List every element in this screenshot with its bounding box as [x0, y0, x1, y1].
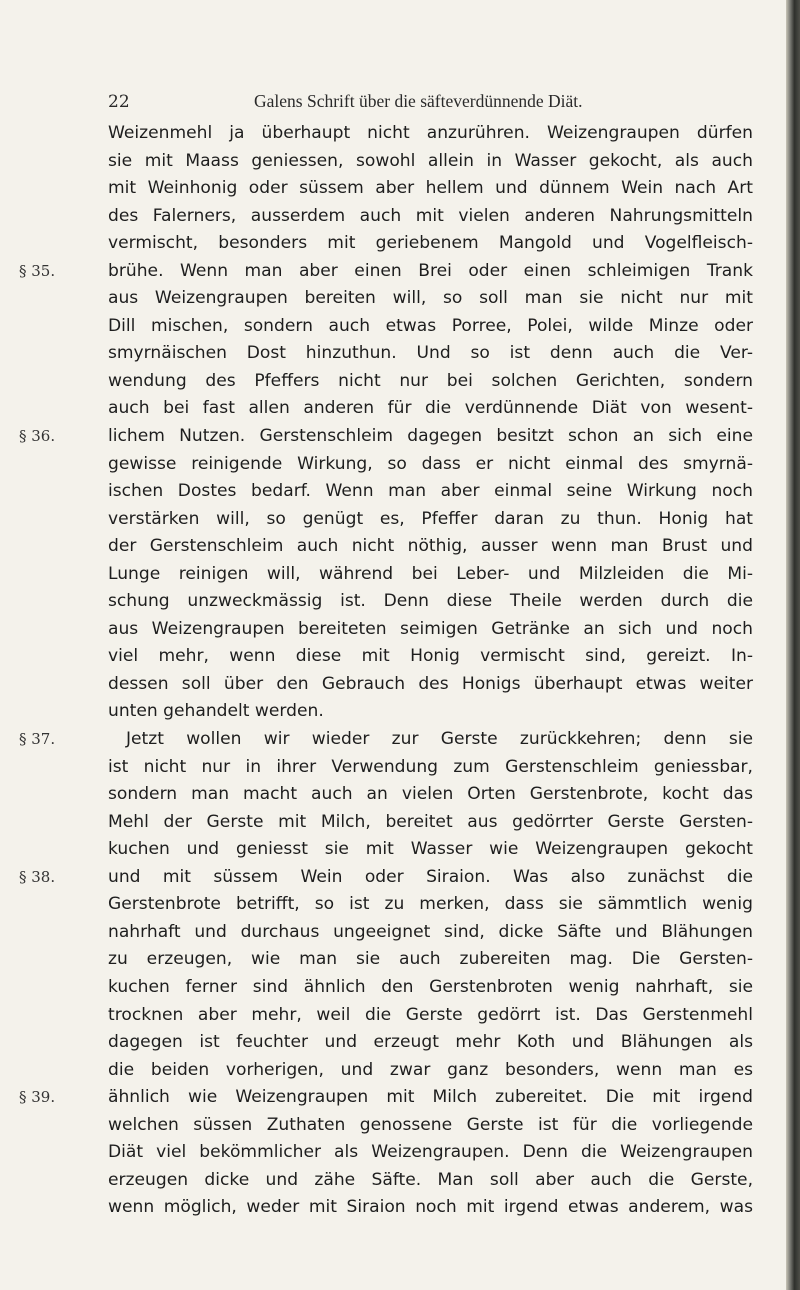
- text-line: [108, 148, 753, 176]
- line-text: der Gerstenschleim auch nicht nöthig, ausser wenn man Brust und: [108, 536, 753, 557]
- line-text: Jetzt wollen wir wieder zur Gerste zurückkehren; denn sie: [126, 729, 753, 750]
- text-line: [108, 643, 753, 671]
- text-line: [108, 809, 753, 837]
- line-text: welchen süssen Zuthaten genossene Gerste ist für die vorliegende: [108, 1114, 753, 1135]
- text-line: [19, 423, 753, 451]
- line-text: kuchen und geniesst sie mit Wasser wie Weizengraupen gekocht: [108, 839, 753, 860]
- text-line: [108, 313, 753, 341]
- text-line: [108, 478, 753, 506]
- line-text: viel mehr, wenn diese mit Honig vermischt sind, gereizt. In-: [108, 646, 753, 667]
- text-line: [108, 1167, 753, 1195]
- text-line: [19, 864, 753, 892]
- text-line: [108, 451, 753, 479]
- line-text: gewisse reinigende Wirkung, so dass er nicht einmal des smyrnä-: [108, 453, 753, 474]
- text-line: [108, 919, 753, 947]
- text-line: [108, 836, 753, 864]
- text-line: [108, 891, 753, 919]
- text-line: [19, 1084, 753, 1112]
- section-marker: § 38.: [19, 867, 56, 886]
- text-line: [108, 395, 753, 423]
- line-text: zu erzeugen, wie man sie auch zubereiten mag. Die Gersten-: [108, 949, 753, 970]
- text-line: [108, 1194, 753, 1222]
- line-text: des Falerners, ausserdem auch mit vielen anderen Nahrungsmitteln: [108, 205, 753, 226]
- section-marker: § 35.: [19, 261, 56, 280]
- text-line: [108, 203, 753, 231]
- line-text: mit Weinhonig oder süssem aber hellem und dünnem Wein nach Art: [108, 178, 753, 199]
- page-number: 22: [108, 92, 130, 112]
- running-title: Galens Schrift über die säfteverdünnende Diät.: [254, 91, 583, 111]
- text-line: [108, 230, 753, 258]
- text-line: [108, 561, 753, 589]
- text-line: [19, 726, 753, 754]
- line-text: Weizenmehl ja überhaupt nicht anzurühren. Weizengraupen dürfen: [108, 123, 753, 143]
- text-line: [108, 120, 753, 148]
- text-line: [108, 754, 753, 782]
- text-line: [108, 671, 753, 699]
- line-text: vermischt, besonders mit geriebenem Mangold und Vogelfleisch-: [108, 233, 753, 254]
- line-text: ist nicht nur in ihrer Verwendung zum Gerstenschleim geniessbar,: [108, 756, 753, 777]
- line-text: wendung des Pfeffers nicht nur bei solchen Gerichten, sondern: [108, 370, 753, 391]
- line-text: ischen Dostes bedarf. Wenn man aber einmal seine Wirkung noch: [108, 481, 753, 502]
- text-line: [108, 175, 753, 203]
- text-line: [108, 1057, 753, 1085]
- text-line: [108, 340, 753, 368]
- line-text: Lunge reinigen will, während bei Leber- und Milzleiden die Mi-: [108, 563, 753, 584]
- text-line: [108, 506, 753, 534]
- text-line: [108, 1029, 753, 1057]
- line-text: ähnlich wie Weizengraupen mit Milch zubereitet. Die mit irgend: [108, 1087, 753, 1108]
- section-marker: § 39.: [19, 1088, 56, 1107]
- line-text: erzeugen dicke und zähe Säfte. Man soll aber auch die Gerste,: [108, 1169, 753, 1190]
- line-text: Dill mischen, sondern auch etwas Porree, Polei, wilde Minze oder: [108, 315, 753, 336]
- line-text: verstärken will, so genügt es, Pfeffer daran zu thun. Honig hat: [108, 508, 753, 529]
- line-text: smyrnäischen Dost hinzuthun. Und so ist denn auch die Ver-: [108, 343, 753, 364]
- line-text: brühe. Wenn man aber einen Brei oder einen schleimigen Trank: [108, 260, 753, 281]
- line-text: lichem Nutzen. Gerstenschleim dagegen besitzt schon an sich eine: [108, 426, 753, 447]
- line-text: dagegen ist feuchter und erzeugt mehr Koth und Blähungen als: [108, 1032, 753, 1053]
- text-line: [108, 781, 753, 809]
- line-text: sondern man macht auch an vielen Orten Gerstenbrote, kocht das: [108, 784, 753, 805]
- body-text: [19, 120, 753, 1222]
- text-line: [108, 1112, 753, 1140]
- text-line: [108, 974, 753, 1002]
- line-text: Diät viel bekömmlicher als Weizengraupen. Denn die Weizengraupen: [108, 1142, 753, 1163]
- section-marker: § 37.: [19, 730, 56, 749]
- line-text: Mehl der Gerste mit Milch, bereitet aus gedörrter Gerste Gersten-: [108, 811, 753, 832]
- line-text: unten gehandelt werden.: [108, 701, 324, 722]
- line-text: nahrhaft und durchaus ungeeignet sind, dicke Säfte und Blähungen: [108, 921, 753, 942]
- text-line: [108, 1002, 753, 1030]
- line-text: aus Weizengraupen bereiten will, so soll man sie nicht nur mit: [108, 288, 753, 309]
- text-line: [108, 588, 753, 616]
- line-text: trocknen aber mehr, weil die Gerste gedörrt ist. Das Gerstenmehl: [108, 1004, 753, 1025]
- line-text: auch bei fast allen anderen für die verdünnende Diät von wesent-: [108, 398, 753, 419]
- text-line: [108, 1139, 753, 1167]
- text-line: [108, 698, 753, 726]
- text-line: [108, 616, 753, 644]
- line-text: sie mit Maass geniessen, sowohl allein in Wasser gekocht, als auch: [108, 150, 753, 171]
- line-text: kuchen ferner sind ähnlich den Gerstenbroten wenig nahrhaft, sie: [108, 976, 753, 997]
- text-line: [108, 533, 753, 561]
- line-text: dessen soll über den Gebrauch des Honigs überhaupt etwas weiter: [108, 673, 753, 694]
- line-text: Gerstenbrote betrifft, so ist zu merken, dass sie sämmtlich wenig: [108, 894, 753, 915]
- line-text: aus Weizengraupen bereiteten seimigen Getränke an sich und noch: [108, 618, 753, 639]
- section-marker: § 36.: [19, 427, 56, 446]
- text-line: [19, 258, 753, 286]
- line-text: und mit süssem Wein oder Siraion. Was also zunächst die: [108, 866, 753, 887]
- text-line: [108, 946, 753, 974]
- page-header: [108, 88, 748, 114]
- text-line: [108, 368, 753, 396]
- line-text: wenn möglich, weder mit Siraion noch mit irgend etwas anderem, was: [108, 1197, 753, 1218]
- line-text: schung unzweckmässig ist. Denn diese Theile werden durch die: [108, 591, 753, 612]
- line-text: die beiden vorherigen, und zwar ganz besonders, wenn man es: [108, 1059, 753, 1080]
- text-line: [108, 285, 753, 313]
- page-edge-shadow: [786, 0, 800, 1290]
